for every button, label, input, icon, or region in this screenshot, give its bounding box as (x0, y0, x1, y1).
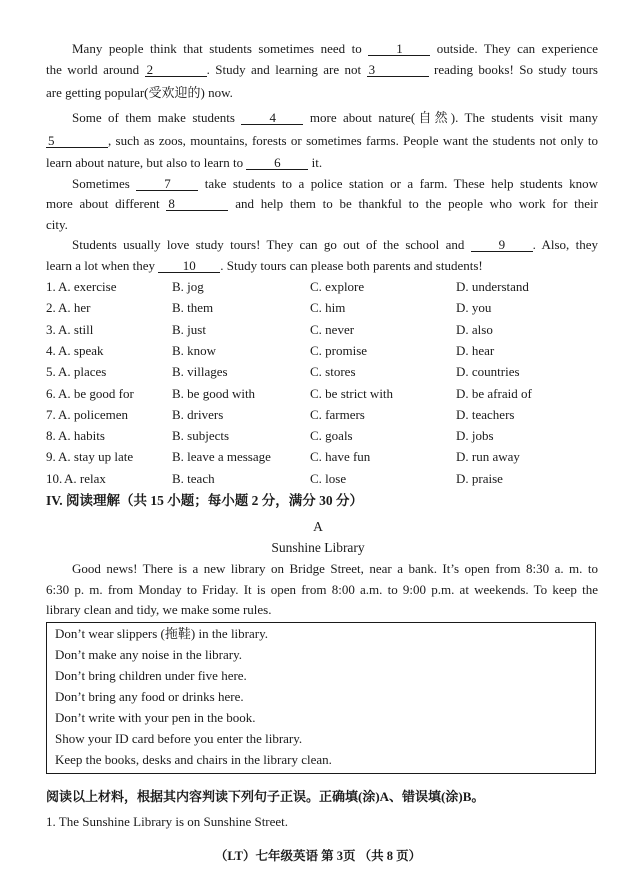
option-d[interactable]: D. understand (456, 279, 529, 294)
blank-2[interactable]: 2 (145, 63, 207, 77)
passage-text: city. (46, 217, 68, 232)
blank-4[interactable]: 4 (241, 111, 303, 125)
option-c[interactable]: C. lose (310, 470, 347, 486)
option-b[interactable]: B. leave a message (172, 449, 271, 465)
option-a[interactable]: A. her (58, 300, 91, 316)
passage-text: more about nature(自然). The students visit many (303, 110, 598, 125)
option-number: 3. (46, 321, 56, 337)
passage-text: Many people think that students sometimes need to (72, 41, 369, 56)
option-c[interactable]: C. farmers (310, 406, 365, 422)
passage-text: the world around (46, 62, 145, 77)
passage-line (46, 217, 598, 233)
option-a[interactable]: A. speak (58, 342, 104, 358)
option-number: 8. (46, 428, 56, 444)
option-number: 6. (46, 385, 56, 401)
option-c[interactable]: C. goals (310, 428, 353, 444)
passage-line (46, 133, 598, 149)
option-b[interactable]: B. subjects (172, 428, 230, 444)
passage-text: Sometimes (72, 176, 137, 191)
rule-item: Keep the books, desks and chairs in the library clean. (55, 752, 332, 767)
rule-item: Don’t wear slippers (拖鞋) in the library. (55, 626, 269, 641)
option-a[interactable]: A. still (58, 321, 94, 337)
blank-9[interactable]: 9 (471, 238, 533, 252)
option-number: 2. (46, 300, 56, 316)
passage-text: learn a lot when they (46, 258, 159, 273)
option-b[interactable]: B. villages (172, 364, 228, 380)
passage-text: . Study and learning are not (206, 62, 367, 77)
passage-text: outside. They can experience (430, 41, 598, 56)
option-b[interactable]: B. know (172, 342, 217, 358)
rule-item: Don’t bring children under five here. (55, 668, 247, 683)
page-footer: （LT）七年级英语 第 3页 （共 8 页） (214, 849, 422, 863)
blank-7[interactable]: 7 (136, 177, 198, 191)
option-a[interactable]: A. be good for (58, 385, 134, 401)
option-b[interactable]: B. jog (172, 279, 204, 294)
passage-line (46, 258, 598, 274)
option-number: 7. (46, 406, 56, 422)
rule-item: Show your ID card before you enter the library. (55, 731, 303, 746)
instruction-text: 阅读以上材料，根据其内容判读下列句子正误。正确填(涂)A、错误填(涂)B。 (46, 789, 485, 804)
blank-8[interactable]: 8 (166, 197, 228, 211)
option-d[interactable]: D. countries (456, 364, 520, 380)
passage-text: more about different (46, 196, 167, 211)
passage-text: learn about nature, but also to learn to (46, 155, 247, 170)
passage-text: and help them to be thankful to the people who work for their (228, 196, 598, 211)
option-a[interactable]: A. habits (58, 428, 105, 444)
blank-5[interactable]: 5 (46, 134, 108, 148)
rules-box (46, 622, 596, 774)
option-c[interactable]: C. have fun (310, 449, 371, 465)
option-b[interactable]: B. just (172, 321, 206, 337)
option-b[interactable]: B. teach (172, 470, 215, 486)
option-d[interactable]: D. jobs (456, 428, 494, 444)
passage-line (46, 85, 598, 101)
passage-text: Some of them make students (72, 110, 242, 125)
passage-text: are getting popular(受欢迎的) now. (46, 85, 233, 100)
rule-item: Don’t write with your pen in the book. (55, 710, 256, 725)
blank-1[interactable]: 1 (368, 42, 430, 56)
option-d[interactable]: D. teachers (456, 406, 515, 422)
option-d[interactable]: D. run away (456, 449, 520, 465)
blank-6[interactable]: 6 (246, 156, 308, 170)
library-line: Good news! There is a new library on Bridge Street, near a bank. It’s open from 8:30 a. m. to (72, 561, 598, 576)
passage-line (46, 155, 598, 171)
passage-text: reading books! So study tours (428, 62, 598, 77)
option-a[interactable]: A. places (58, 364, 107, 380)
passage-text: . Also, they (532, 237, 598, 252)
option-number: 9. (46, 449, 56, 465)
question-1: 1. The Sunshine Library is on Sunshine Street. (46, 814, 289, 829)
option-d[interactable]: D. hear (456, 342, 495, 358)
blank-3[interactable]: 3 (367, 63, 429, 77)
option-c[interactable]: C. never (310, 321, 355, 337)
option-b[interactable]: B. them (172, 300, 214, 316)
passage-text: . Study tours can please both parents and students! (220, 258, 483, 273)
passage-text: take students to a police station or a farm. These help students know (198, 176, 598, 191)
option-b[interactable]: B. be good with (172, 385, 256, 401)
rule-item: Don’t bring any food or drinks here. (55, 689, 244, 704)
passage-text: , such as zoos, mountains, forests or sometimes farms. People want the students not only to (108, 133, 598, 148)
option-number: 1. (46, 279, 56, 294)
option-number: 5. (46, 364, 56, 380)
option-c[interactable]: C. him (310, 300, 346, 316)
option-d[interactable]: D. you (456, 300, 492, 316)
option-c[interactable]: C. promise (310, 342, 368, 358)
option-a[interactable]: A. relax (64, 470, 106, 486)
rule-item: Don’t make any noise in the library. (55, 647, 243, 662)
passage-line (46, 196, 598, 212)
passage-line (46, 237, 598, 253)
option-a[interactable]: A. stay up late (58, 449, 134, 465)
option-c[interactable]: C. explore (310, 279, 365, 294)
option-d[interactable]: D. praise (456, 470, 503, 486)
option-c[interactable]: C. stores (310, 364, 356, 380)
option-b[interactable]: B. drivers (172, 406, 224, 422)
passage-line (46, 41, 598, 57)
passage-line (46, 62, 598, 78)
library-line: 6:30 p. m. from Monday to Friday. It is open from 8:00 a.m. to 9:00 p.m. at weekends. To keep the (46, 582, 598, 597)
part-label: A (313, 519, 323, 534)
option-c[interactable]: C. be strict with (310, 385, 394, 401)
option-number: 10. (46, 470, 63, 486)
passage-text: Students usually love study tours! They can go out of the school and (72, 237, 471, 252)
passage-text: it. (308, 155, 323, 170)
article-title: Sunshine Library (271, 540, 365, 555)
option-a[interactable]: A. exercise (58, 279, 117, 294)
option-d[interactable]: D. also (456, 321, 493, 337)
blank-10[interactable]: 10 (158, 259, 220, 273)
passage-line (46, 176, 598, 192)
option-number: 4. (46, 342, 56, 358)
passage-line (46, 110, 598, 126)
section-heading: IV. 阅读理解（共 15 小题；每小题 2 分，满分 30 分） (46, 493, 364, 508)
option-d[interactable]: D. be afraid of (456, 385, 532, 401)
library-line: library clean and tidy, we make some rules. (46, 602, 272, 617)
option-a[interactable]: A. policemen (58, 406, 129, 422)
